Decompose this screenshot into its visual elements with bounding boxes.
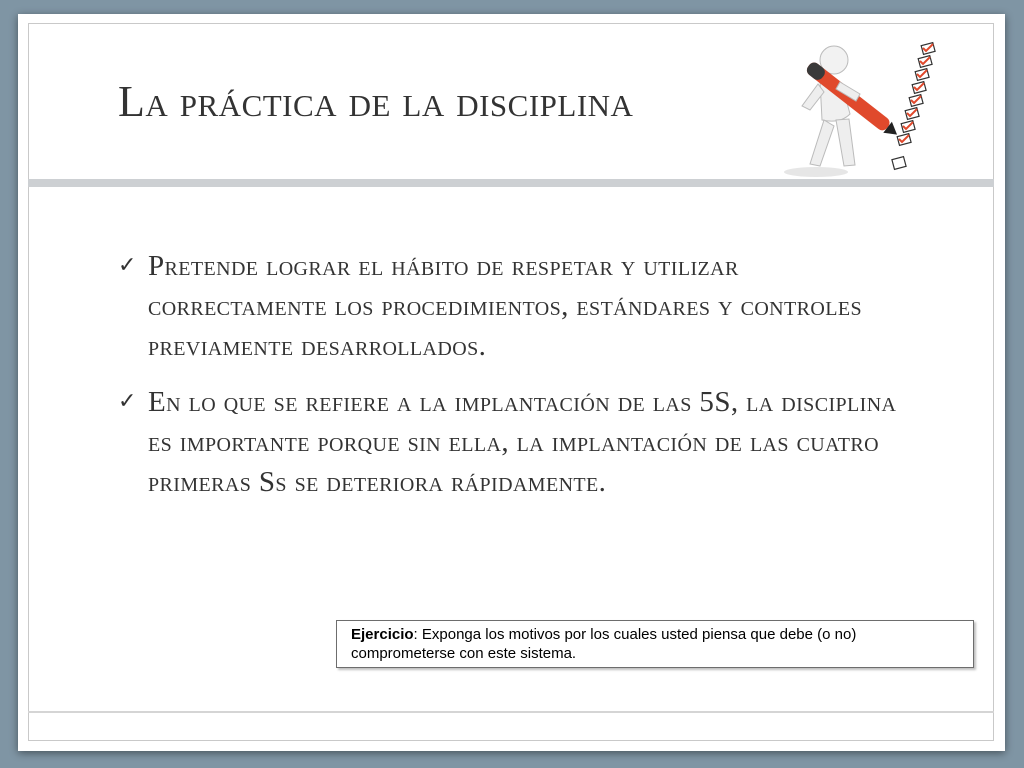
- exercise-text: Exponga los motivos por los cuales usted piensa que debe (o no) comprometerse con este sistema.: [351, 626, 857, 662]
- checkmark-icon: ✓: [118, 253, 137, 278]
- bullet-list: [118, 246, 918, 518]
- checkmark-icon: ✓: [118, 389, 137, 414]
- figure-with-pen-checklist-icon: [776, 36, 954, 180]
- title-divider-bar: [28, 179, 994, 187]
- bullet-text: En lo que se refiere a la implantación de las 5S, la disciplina es importante porque sin ella, la implantación de las cuatro primeras Ss se deteriora rápidamente.: [148, 386, 897, 498]
- exercise-box: [336, 620, 974, 668]
- slide: [18, 14, 1005, 751]
- bullet-item: [118, 246, 918, 366]
- checklist-icon: [892, 43, 935, 170]
- slide-title: La práctica de la disciplina: [118, 77, 634, 126]
- bullet-item: [118, 382, 918, 502]
- bullet-text: Pretende lograr el hábito de respetar y utilizar correctamente los procedimientos, estándares y controles previamente desarrollados.: [148, 250, 862, 362]
- exercise-separator: :: [413, 626, 418, 643]
- exercise-label: Ejercicio: [351, 626, 414, 643]
- footer-rule: [28, 711, 994, 713]
